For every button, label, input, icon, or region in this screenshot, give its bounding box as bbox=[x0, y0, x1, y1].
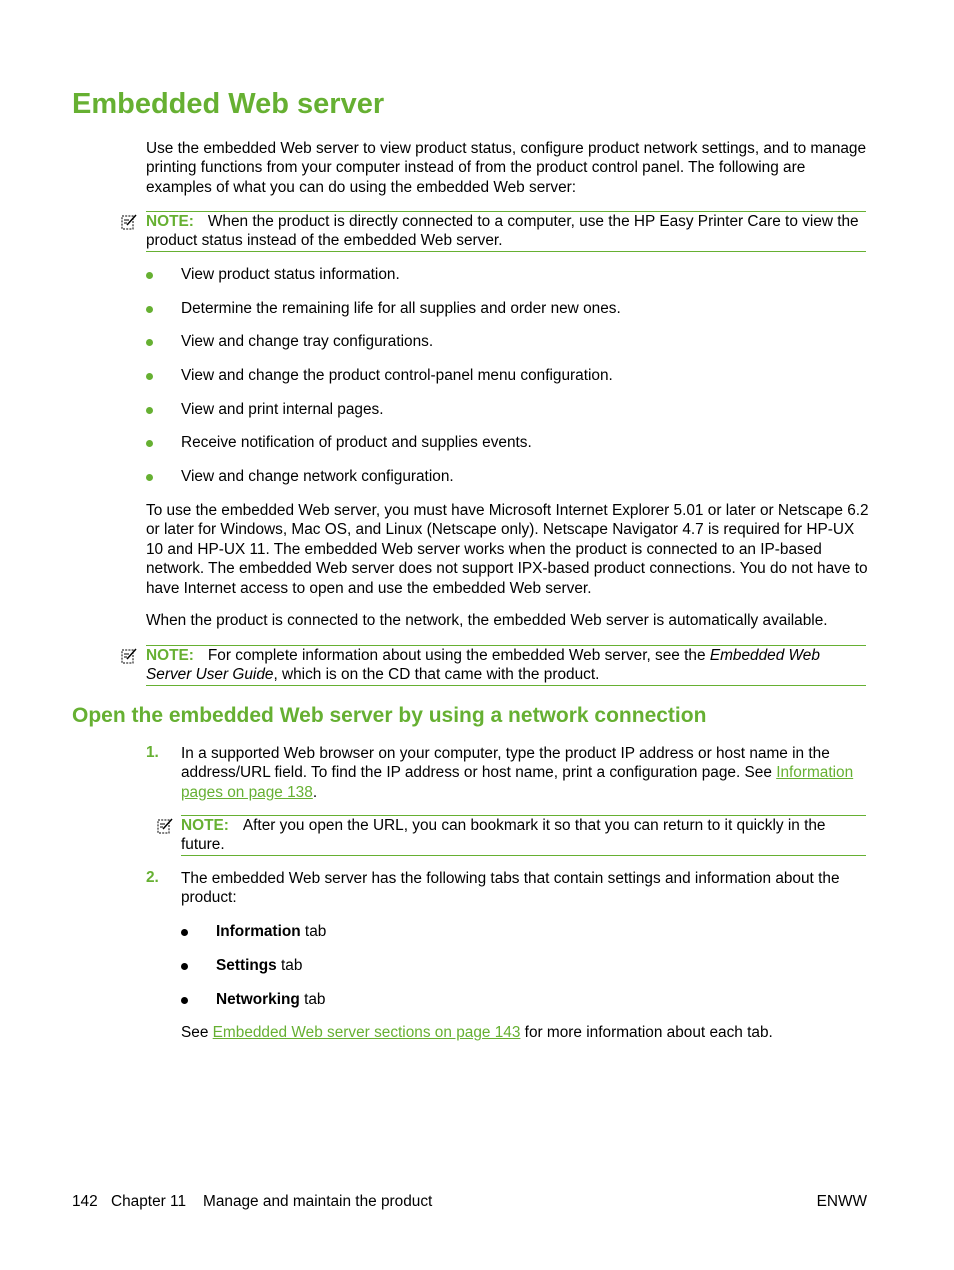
bullet-icon bbox=[181, 963, 188, 970]
step-text: The embedded Web server has the following tabs that contain settings and information about the product: bbox=[181, 870, 840, 907]
step-number: 1. bbox=[146, 744, 159, 761]
step-text: In a supported Web browser on your computer, type the product IP address or host name in the address/URL field. To find the IP address or host name, print a configuration page. See Information pages on page 138. bbox=[181, 745, 854, 801]
web-server-sections-link[interactable]: Embedded Web server sections on page 143 bbox=[212, 1024, 521, 1041]
page-title: Embedded Web server bbox=[72, 88, 385, 120]
section-heading: Open the embedded Web server by using a network connection bbox=[72, 704, 707, 727]
bullet-icon bbox=[181, 929, 188, 936]
note-box: NOTE: For complete information about using the embedded Web server, see the Embedded Web Server User Guide, which is on the CD that came with the product. bbox=[146, 645, 866, 686]
note-icon bbox=[121, 648, 137, 664]
footer-edition: ENWW bbox=[816, 1193, 867, 1210]
note-text: After you open the URL, you can bookmark it so that you can return to it quickly in the future. bbox=[181, 817, 826, 853]
information-pages-link[interactable]: Information pages on page 138 bbox=[181, 764, 854, 801]
note-label: NOTE: bbox=[146, 647, 194, 664]
bullet-icon bbox=[146, 474, 153, 481]
bullet-icon bbox=[146, 407, 153, 414]
availability-paragraph: When the product is connected to the network, the embedded Web server is automatically available. bbox=[146, 612, 828, 629]
bullet-icon bbox=[146, 373, 153, 380]
requirements-paragraph: To use the embedded Web server, you must have Microsoft Internet Explorer 5.01 or later or Netscape 6.2 or later for Windows, Mac OS, and Linux (Netscape only). Netscape Navigator 4.7 is required for HP-UX 10 and HP-UX 11. The embedded Web server works when the product is connected to an IP-based network. The embedded Web server does not support IPX-based product connections. You do not have to have Internet access to open and use the embedded Web server. bbox=[146, 502, 869, 597]
page-number: 142 bbox=[72, 1193, 98, 1210]
note-box bbox=[146, 211, 866, 252]
note-box bbox=[181, 815, 866, 856]
note-label: NOTE: bbox=[181, 817, 229, 834]
bullet-icon bbox=[181, 997, 188, 1004]
step-number: 2. bbox=[146, 869, 159, 886]
intro-paragraph: Use the embedded Web server to view product status, configure product network settings, and to manage printing functions from your computer instead of from the product control panel. The following are examples of what you can do using the embedded Web server: bbox=[146, 140, 867, 196]
guide-title: Embedded Web Server User Guide bbox=[146, 647, 820, 683]
note-icon bbox=[157, 818, 173, 834]
bullet-icon bbox=[146, 306, 153, 313]
note-icon bbox=[121, 214, 137, 230]
note-text: When the product is directly connected to a computer, use the HP Easy Printer Care to view the product status instead of the embedded Web server. bbox=[146, 213, 859, 249]
bullet-icon bbox=[146, 272, 153, 279]
bullet-icon bbox=[146, 440, 153, 447]
chapter-title: Manage and maintain the product bbox=[203, 1193, 433, 1210]
see-more-text: See Embedded Web server sections on page 143 for more information about each tab. bbox=[181, 1024, 773, 1041]
bullet-icon bbox=[146, 339, 153, 346]
chapter-label: Chapter 11 bbox=[111, 1193, 187, 1210]
note-label: NOTE: bbox=[146, 213, 194, 230]
